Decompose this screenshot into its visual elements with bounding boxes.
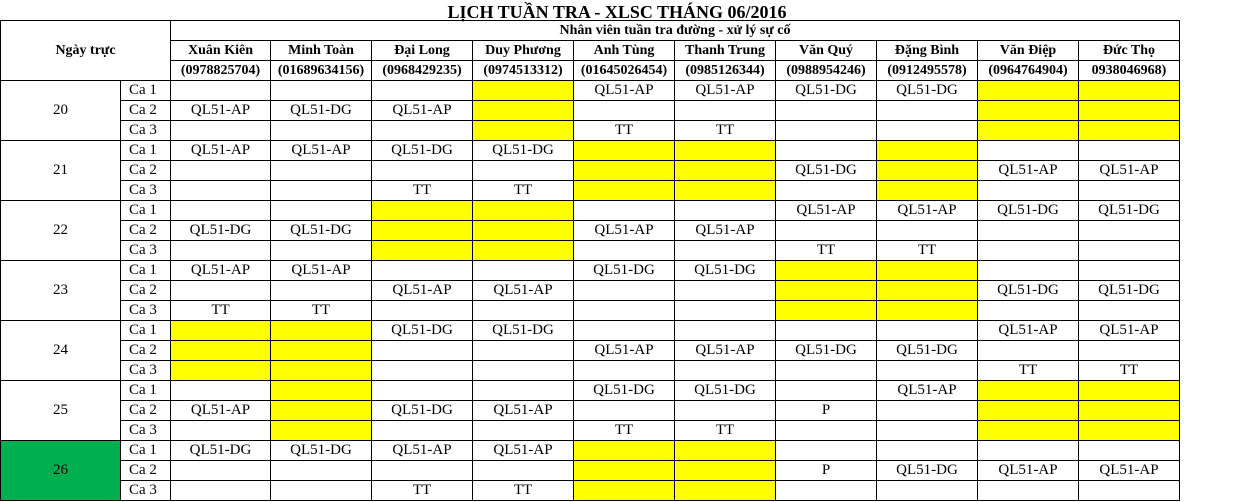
schedule-cell[interactable] — [675, 461, 776, 481]
day-cell: 25 — [1, 381, 121, 441]
shift-label: Ca 3 — [121, 361, 171, 381]
schedule-cell[interactable]: TT — [1079, 361, 1180, 381]
schedule-cell[interactable] — [1079, 181, 1180, 201]
schedule-cell[interactable] — [1079, 301, 1180, 321]
schedule-cell[interactable] — [978, 221, 1079, 241]
schedule-cell[interactable] — [776, 141, 877, 161]
schedule-cell[interactable] — [171, 181, 271, 201]
table-row — [1, 481, 1180, 501]
table-row — [1, 221, 1180, 241]
staff-name: Xuân Kiên — [171, 41, 271, 61]
schedule-cell[interactable] — [877, 161, 978, 181]
table-row — [1, 321, 1180, 341]
table-row — [1, 461, 1180, 481]
staff-phone: (0912495578) — [877, 61, 978, 81]
staff-name-row — [1, 41, 1180, 61]
shift-label: Ca 2 — [121, 101, 171, 121]
schedule-cell[interactable] — [372, 361, 473, 381]
schedule-cell[interactable] — [877, 141, 978, 161]
shift-label: Ca 3 — [121, 121, 171, 141]
schedule-cell[interactable] — [171, 421, 271, 441]
schedule-cell[interactable] — [171, 481, 271, 501]
schedule-cell[interactable] — [171, 121, 271, 141]
schedule-cell[interactable] — [1079, 341, 1180, 361]
staff-phone: 0938046968) — [1079, 61, 1180, 81]
schedule-cell[interactable]: QL51-AP — [473, 401, 574, 421]
schedule-cell[interactable] — [978, 401, 1079, 421]
schedule-cell[interactable] — [776, 301, 877, 321]
schedule-cell[interactable] — [776, 421, 877, 441]
schedule-cell[interactable] — [171, 161, 271, 181]
shift-label: Ca 3 — [121, 241, 171, 261]
schedule-cell[interactable]: TT — [473, 181, 574, 201]
schedule-cell[interactable]: TT — [372, 481, 473, 501]
schedule-cell[interactable]: QL51-DG — [574, 261, 675, 281]
schedule-cell[interactable] — [271, 81, 372, 101]
schedule-cell[interactable] — [877, 101, 978, 121]
schedule-cell[interactable] — [978, 181, 1079, 201]
schedule-cell[interactable] — [978, 121, 1079, 141]
schedule-cell[interactable]: QL51-DG — [877, 81, 978, 101]
schedule-cell[interactable] — [1079, 481, 1180, 501]
schedule-cell[interactable]: QL51-AP — [574, 221, 675, 241]
schedule-cell[interactable] — [877, 181, 978, 201]
schedule-cell[interactable]: P — [776, 401, 877, 421]
staff-name: Đức Thọ — [1079, 41, 1180, 61]
shift-label: Ca 1 — [121, 261, 171, 281]
schedule-cell[interactable]: QL51-DG — [877, 341, 978, 361]
schedule-cell[interactable] — [473, 241, 574, 261]
schedule-cell[interactable] — [372, 121, 473, 141]
schedule-cell[interactable] — [372, 81, 473, 101]
schedule-cell[interactable] — [574, 161, 675, 181]
schedule-cell[interactable] — [271, 321, 372, 341]
schedule-cell[interactable]: QL51-AP — [978, 161, 1079, 181]
schedule-cell[interactable] — [473, 261, 574, 281]
schedule-cell[interactable]: QL51-AP — [574, 341, 675, 361]
shift-label: Ca 1 — [121, 81, 171, 101]
schedule-table — [0, 20, 1180, 501]
schedule-cell[interactable] — [473, 461, 574, 481]
table-row — [1, 181, 1180, 201]
schedule-cell[interactable] — [978, 441, 1079, 461]
page-title: LỊCH TUẦN TRA - XLSC THÁNG 06/2016 — [447, 2, 787, 22]
schedule-cell[interactable] — [271, 201, 372, 221]
shift-label: Ca 2 — [121, 161, 171, 181]
shift-label: Ca 3 — [121, 181, 171, 201]
schedule-cell[interactable] — [675, 141, 776, 161]
schedule-cell[interactable] — [978, 141, 1079, 161]
schedule-cell[interactable] — [473, 361, 574, 381]
staff-phone: (0985126344) — [675, 61, 776, 81]
day-cell: 21 — [1, 141, 121, 201]
schedule-cell[interactable] — [776, 101, 877, 121]
shift-label: Ca 3 — [121, 421, 171, 441]
schedule-cell[interactable] — [675, 441, 776, 461]
shift-label: Ca 2 — [121, 221, 171, 241]
schedule-cell[interactable] — [978, 341, 1079, 361]
table-row — [1, 241, 1180, 261]
schedule-cell[interactable]: QL51-AP — [978, 321, 1079, 341]
table-row — [1, 141, 1180, 161]
schedule-cell[interactable] — [574, 401, 675, 421]
schedule-cell[interactable] — [877, 481, 978, 501]
staff-phone: (01689634156) — [271, 61, 372, 81]
table-row — [1, 441, 1180, 461]
schedule-cell[interactable] — [877, 321, 978, 341]
schedule-cell[interactable] — [877, 301, 978, 321]
schedule-cell[interactable] — [675, 161, 776, 181]
schedule-cell[interactable] — [271, 161, 372, 181]
schedule-cell[interactable] — [271, 181, 372, 201]
schedule-cell[interactable] — [675, 481, 776, 501]
schedule-cell[interactable]: QL51-AP — [1079, 321, 1180, 341]
schedule-cell[interactable] — [877, 441, 978, 461]
table-row — [1, 261, 1180, 281]
schedule-cell[interactable]: QL51-DG — [574, 381, 675, 401]
schedule-cell[interactable] — [978, 261, 1079, 281]
staff-phone: (01645026454) — [574, 61, 675, 81]
schedule-cell[interactable]: QL51-AP — [271, 141, 372, 161]
schedule-cell[interactable] — [171, 241, 271, 261]
schedule-cell[interactable]: TT — [473, 481, 574, 501]
schedule-cell[interactable]: TT — [776, 241, 877, 261]
schedule-cell[interactable] — [675, 101, 776, 121]
schedule-cell[interactable]: QL51-DG — [877, 461, 978, 481]
schedule-cell[interactable] — [271, 481, 372, 501]
schedule-cell[interactable] — [675, 401, 776, 421]
schedule-cell[interactable] — [1079, 81, 1180, 101]
schedule-cell[interactable]: QL51-AP — [574, 81, 675, 101]
schedule-cell[interactable]: QL51-DG — [978, 281, 1079, 301]
schedule-cell[interactable]: TT — [171, 301, 271, 321]
shift-label: Ca 1 — [121, 141, 171, 161]
schedule-cell[interactable] — [1079, 121, 1180, 141]
schedule-cell[interactable]: QL51-AP — [978, 461, 1079, 481]
day-cell: 26 — [1, 441, 121, 501]
schedule-cell[interactable]: QL51-AP — [675, 341, 776, 361]
schedule-cell[interactable]: TT — [271, 301, 372, 321]
schedule-cell[interactable]: QL51-AP — [776, 201, 877, 221]
table-header — [1, 21, 1180, 81]
schedule-cell[interactable]: TT — [574, 121, 675, 141]
table-row — [1, 161, 1180, 181]
schedule-cell[interactable]: P — [776, 461, 877, 481]
schedule-cell[interactable]: TT — [978, 361, 1079, 381]
staff-name: Thanh Trung — [675, 41, 776, 61]
staff-name: Đặng Bình — [877, 41, 978, 61]
schedule-cell[interactable] — [1079, 101, 1180, 121]
schedule-cell[interactable] — [574, 201, 675, 221]
schedule-cell[interactable] — [1079, 221, 1180, 241]
staff-group-caption: Nhân viên tuần tra đường - xử lý sự cố — [171, 21, 1180, 41]
schedule-cell[interactable] — [776, 481, 877, 501]
staff-name: Duy Phương — [473, 41, 574, 61]
schedule-cell[interactable] — [271, 361, 372, 381]
schedule-cell[interactable] — [372, 261, 473, 281]
schedule-cell[interactable] — [978, 101, 1079, 121]
schedule-cell[interactable] — [675, 241, 776, 261]
schedule-cell[interactable] — [372, 201, 473, 221]
schedule-cell[interactable] — [473, 381, 574, 401]
schedule-cell[interactable]: QL51-DG — [271, 101, 372, 121]
schedule-cell[interactable] — [776, 381, 877, 401]
schedule-cell[interactable] — [776, 121, 877, 141]
schedule-cell[interactable] — [171, 341, 271, 361]
table-row — [1, 201, 1180, 221]
shift-label: Ca 1 — [121, 381, 171, 401]
shift-label: Ca 2 — [121, 461, 171, 481]
schedule-cell[interactable]: QL51-AP — [171, 141, 271, 161]
schedule-cell[interactable] — [675, 181, 776, 201]
schedule-cell[interactable] — [1079, 261, 1180, 281]
day-cell: 22 — [1, 201, 121, 261]
schedule-cell[interactable]: QL51-DG — [372, 141, 473, 161]
day-cell: 20 — [1, 81, 121, 141]
staff-phone: (0968429235) — [372, 61, 473, 81]
table-row — [1, 281, 1180, 301]
schedule-cell[interactable] — [675, 321, 776, 341]
schedule-cell[interactable]: TT — [675, 121, 776, 141]
schedule-cell[interactable] — [171, 361, 271, 381]
schedule-cell[interactable] — [675, 301, 776, 321]
table-row — [1, 101, 1180, 121]
schedule-cell[interactable] — [271, 281, 372, 301]
schedule-cell[interactable]: QL51-DG — [675, 381, 776, 401]
schedule-cell[interactable]: QL51-DG — [171, 221, 271, 241]
schedule-cell[interactable] — [877, 401, 978, 421]
schedule-cell[interactable] — [978, 241, 1079, 261]
schedule-cell[interactable] — [776, 261, 877, 281]
table-row — [1, 121, 1180, 141]
schedule-cell[interactable]: QL51-AP — [171, 101, 271, 121]
shift-label: Ca 1 — [121, 201, 171, 221]
schedule-cell[interactable] — [372, 221, 473, 241]
schedule-cell[interactable]: QL51-AP — [877, 201, 978, 221]
schedule-cell[interactable] — [171, 81, 271, 101]
table-row — [1, 81, 1180, 101]
schedule-cell[interactable] — [1079, 241, 1180, 261]
shift-label: Ca 1 — [121, 441, 171, 461]
schedule-cell[interactable] — [675, 361, 776, 381]
schedule-cell[interactable]: QL51-DG — [372, 401, 473, 421]
shift-label: Ca 2 — [121, 401, 171, 421]
staff-phone: (0978825704) — [171, 61, 271, 81]
table-row — [1, 301, 1180, 321]
schedule-cell[interactable]: QL51-DG — [978, 201, 1079, 221]
schedule-cell[interactable] — [877, 281, 978, 301]
shift-label: Ca 2 — [121, 281, 171, 301]
schedule-cell[interactable] — [473, 81, 574, 101]
schedule-cell[interactable]: QL51-AP — [372, 101, 473, 121]
schedule-cell[interactable] — [1079, 421, 1180, 441]
schedule-cell[interactable]: QL51-AP — [877, 381, 978, 401]
schedule-cell[interactable]: TT — [372, 181, 473, 201]
schedule-cell[interactable] — [372, 461, 473, 481]
schedule-cell[interactable]: QL51-AP — [1079, 461, 1180, 481]
schedule-cell[interactable] — [675, 201, 776, 221]
schedule-cell[interactable] — [675, 281, 776, 301]
schedule-cell[interactable] — [1079, 141, 1180, 161]
table-row — [1, 341, 1180, 361]
schedule-cell[interactable]: QL51-DG — [271, 221, 372, 241]
schedule-cell[interactable] — [473, 221, 574, 241]
table-row — [1, 421, 1180, 441]
schedule-cell[interactable]: QL51-DG — [372, 321, 473, 341]
schedule-cell[interactable]: QL51-DG — [473, 321, 574, 341]
schedule-cell[interactable] — [473, 201, 574, 221]
table-row — [1, 361, 1180, 381]
schedule-cell[interactable] — [271, 241, 372, 261]
schedule-cell[interactable] — [372, 421, 473, 441]
staff-name: Minh Toàn — [271, 41, 372, 61]
schedule-cell[interactable] — [171, 461, 271, 481]
schedule-cell[interactable]: QL51-DG — [473, 141, 574, 161]
schedule-cell[interactable] — [776, 441, 877, 461]
schedule-cell[interactable] — [574, 321, 675, 341]
table-row — [1, 401, 1180, 421]
schedule-cell[interactable] — [776, 181, 877, 201]
schedule-cell[interactable]: QL51-DG — [171, 441, 271, 461]
schedule-cell[interactable] — [372, 381, 473, 401]
schedule-cell[interactable] — [473, 421, 574, 441]
schedule-cell[interactable] — [171, 321, 271, 341]
schedule-cell[interactable]: QL51-DG — [776, 81, 877, 101]
schedule-cell[interactable]: QL51-DG — [271, 441, 372, 461]
schedule-cell[interactable]: QL51-AP — [372, 281, 473, 301]
schedule-cell[interactable] — [473, 101, 574, 121]
schedule-cell[interactable]: QL51-AP — [372, 441, 473, 461]
schedule-cell[interactable]: TT — [675, 421, 776, 441]
day-cell: 24 — [1, 321, 121, 381]
schedule-cell[interactable]: TT — [574, 421, 675, 441]
schedule-cell[interactable]: QL51-AP — [675, 221, 776, 241]
schedule-cell[interactable] — [877, 221, 978, 241]
schedule-cell[interactable] — [776, 361, 877, 381]
schedule-cell[interactable]: TT — [877, 241, 978, 261]
schedule-cell[interactable] — [271, 461, 372, 481]
schedule-cell[interactable]: QL51-AP — [271, 261, 372, 281]
schedule-cell[interactable] — [372, 161, 473, 181]
schedule-cell[interactable] — [473, 301, 574, 321]
staff-phone-row — [1, 61, 1180, 81]
schedule-body — [1, 81, 1180, 501]
schedule-cell[interactable]: QL51-DG — [776, 341, 877, 361]
schedule-cell[interactable] — [171, 381, 271, 401]
staff-phone: (0988954246) — [776, 61, 877, 81]
staff-name: Văn Điệp — [978, 41, 1079, 61]
schedule-cell[interactable]: QL51-AP — [473, 281, 574, 301]
shift-label: Ca 3 — [121, 481, 171, 501]
schedule-cell[interactable]: QL51-DG — [675, 261, 776, 281]
schedule-cell[interactable] — [776, 221, 877, 241]
schedule-cell[interactable] — [271, 401, 372, 421]
schedule-cell[interactable] — [776, 321, 877, 341]
schedule-cell[interactable] — [372, 341, 473, 361]
schedule-cell[interactable] — [776, 281, 877, 301]
schedule-cell[interactable] — [574, 441, 675, 461]
schedule-cell[interactable] — [978, 421, 1079, 441]
schedule-cell[interactable] — [271, 381, 372, 401]
schedule-cell[interactable] — [574, 361, 675, 381]
schedule-cell[interactable] — [171, 281, 271, 301]
shift-label: Ca 3 — [121, 301, 171, 321]
staff-phone: (0974513312) — [473, 61, 574, 81]
schedule-cell[interactable] — [978, 81, 1079, 101]
schedule-cell[interactable] — [473, 121, 574, 141]
schedule-cell[interactable] — [978, 301, 1079, 321]
schedule-cell[interactable] — [271, 421, 372, 441]
schedule-cell[interactable]: QL51-DG — [776, 161, 877, 181]
schedule-cell[interactable]: QL51-DG — [1079, 201, 1180, 221]
schedule-cell[interactable] — [372, 301, 473, 321]
staff-name: Anh Tùng — [574, 41, 675, 61]
schedule-cell[interactable] — [574, 481, 675, 501]
schedule-cell[interactable] — [574, 101, 675, 121]
schedule-cell[interactable] — [978, 481, 1079, 501]
schedule-cell[interactable] — [473, 161, 574, 181]
schedule-cell[interactable]: QL51-AP — [1079, 161, 1180, 181]
staff-name: Đại Long — [372, 41, 473, 61]
schedule-cell[interactable] — [978, 381, 1079, 401]
schedule-cell[interactable] — [574, 461, 675, 481]
day-cell: 23 — [1, 261, 121, 321]
schedule-cell[interactable] — [171, 201, 271, 221]
table-row — [1, 381, 1180, 401]
staff-name: Văn Quý — [776, 41, 877, 61]
schedule-cell[interactable] — [271, 341, 372, 361]
schedule-cell[interactable] — [877, 261, 978, 281]
shift-label: Ca 1 — [121, 321, 171, 341]
schedule-cell[interactable]: QL51-AP — [675, 81, 776, 101]
schedule-cell[interactable] — [574, 301, 675, 321]
schedule-cell[interactable] — [1079, 401, 1180, 421]
schedule-cell[interactable]: QL51-AP — [171, 401, 271, 421]
schedule-cell[interactable] — [574, 241, 675, 261]
corner-label: Ngày trực — [1, 21, 171, 81]
schedule-cell[interactable] — [372, 241, 473, 261]
schedule-cell[interactable] — [271, 121, 372, 141]
schedule-cell[interactable]: QL51-AP — [171, 261, 271, 281]
schedule-cell[interactable] — [574, 281, 675, 301]
schedule-cell[interactable] — [877, 361, 978, 381]
schedule-cell[interactable]: QL51-AP — [473, 441, 574, 461]
schedule-cell[interactable] — [877, 121, 978, 141]
schedule-cell[interactable] — [877, 421, 978, 441]
schedule-cell[interactable]: QL51-DG — [1079, 281, 1180, 301]
schedule-cell[interactable] — [574, 181, 675, 201]
schedule-cell[interactable] — [574, 141, 675, 161]
schedule-cell[interactable] — [1079, 441, 1180, 461]
staff-phone: (0964764904) — [978, 61, 1079, 81]
schedule-cell[interactable] — [473, 341, 574, 361]
shift-label: Ca 2 — [121, 341, 171, 361]
schedule-cell[interactable] — [1079, 381, 1180, 401]
